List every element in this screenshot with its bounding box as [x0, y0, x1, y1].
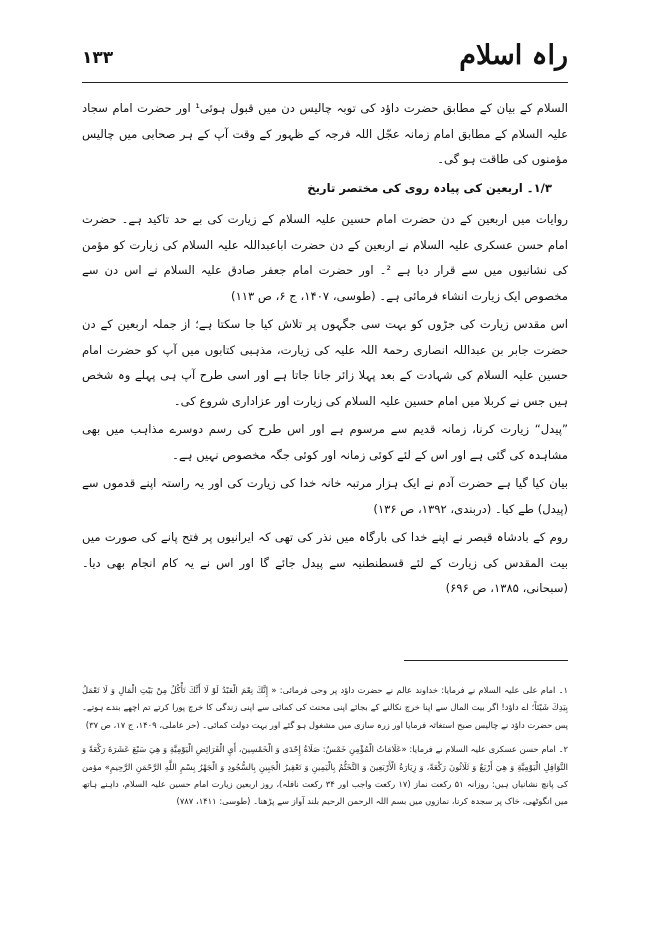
footnote-1: ۱۔ امام علی علیہ السلام نے فرمایا: خداوند عالم نے حضرت داؤد پر وحی فرمائی: « إِنَّكَ نِعْمَ الْعَبْدُ لَوْ لَا أَنَّكَ تَأْكُلُ مِنْ بَيْتِ الْمَالِ وَ لَا تَعْمَلُ بِيَدِكَ شَيْئاً؛ اے داؤد! اگر بیت المال سے اپنا خرچ نکالنے کے بجائے اپنی محنت کی کمائی سے اپنی زندگی کا خرچ پورا کرتے تم اچھے بندے ہوتے۔ پس حضرت داؤد نے چالیس صبح استغاثہ فرمایا اور زرہ سازی میں مشغول ہو گئے اور بہت دولت کمائی۔ (حر عاملی، ۱۴۰۹، ج ۱۷، ص ۳۷) [82, 685, 568, 730]
footnote-2: ۲۔ امام حسن عسکری علیہ السلام نے فرمایا: «عَلَامَاتُ الْمُؤْمِنِ خَمْسٌ: صَلَاةُ إِحْدَى وَ الْخَمْسِينَ، أَيِ الْفَرَائِضِ الْيَوْمِيَّةِ وَ هِيَ سَبْعَ عَشَرَةَ رَكْعَةً وَ النَّوَافِلِ الْيَوْمِيَّةِ وَ هِيَ أَرْبَعٌ وَ ثَلَاثُونَ رَكْعَةً، وَ زِيَارَةُ الْأَرْبَعِينَ وَ التَّخَتُّمُ بِالْيَمِينِ وَ تَعْفِيرُ الْجَبِينِ بِالسُّجُودِ وَ الْجَهْرُ بِسْمِ اللَّهِ الرَّحْمَنِ الرَّحِيمِ» مؤمن کی پانچ نشانیاں ہیں: روزانہ ۵۱ رکعت نماز (۱۷ رکعت واجب اور ۳۴ رکعت نافلہ)، روز اربعین زیارت امام حسین علیہ السلام، داہنے ہاتھ میں انگوٹھی، خاک پر سجدہ کرنا، نمازوں میں بسم اللہ الرحمن الرحیم بلند آواز سے پڑھنا۔ (طوسی: ۱۴۱۱، ۷۸۷) [82, 744, 568, 807]
page-number: ۱۳۳ [82, 48, 114, 68]
paragraph-4: ”پیدل“ زیارت کرنا، زمانہ قدیم سے مرسوم ہے اور اس طرح کی رسم دوسرے مذاہب میں بھی مشاہدہ کی گئی ہے اور اس کے لئے کوئی زمانہ اور کوئی جگہ مخصوص نہیں ہے۔ [82, 422, 568, 462]
paragraph-6: روم کے بادشاہ قیصر نے اپنے خدا کی بارگاہ میں نذر کی تھی کہ ایرانیوں پر فتح پانے کی صورت میں بیت المقدس کی زیارت کے لئے قسطنطنیہ سے پیدل جائے گا اور اس نے یہ کام انجام بھی دیا۔ (سبحانی، ۱۳۸۵، ص ۶۹۶) [82, 530, 568, 595]
main-text [82, 96, 568, 605]
paragraph-1: السلام کے بیان کے مطابق حضرت داؤد کی توبہ چالیس دن میں قبول ہوئی¹ اور حضرت امام سجاد علیہ السلام کے مطابق امام زمانہ عجّل اللہ فرجہ کے ظہور کے وقت آپ کے ہر صحابی میں چالیس مؤمنوں کی طاقت ہو گی۔ [82, 101, 568, 166]
paragraph-5: بیان کیا گیا ہے حضرت آدم نے ایک ہزار مرتبہ خانہ خدا کی زیارت کی اور یہ راستہ اپنے قدموں سے (پیدل) طے کیا۔ (دربندی، ۱۳۹۲، ص ۱۳۶) [82, 476, 568, 516]
section-heading: ۱/۳۔ اربعین کی پیادہ روی کی مختصر تاریخ [307, 180, 552, 195]
page-header [82, 38, 568, 83]
journal-title: راہ اسلام [459, 40, 568, 71]
footnote-separator [404, 660, 568, 661]
paragraph-3: اس مقدس زیارت کی جڑوں کو بہت سی جگہوں پر تلاش کیا جا سکتا ہے؛ از جملہ اربعین کے دن حضرت جابر بن عبداللہ انصاری رحمۃ اللہ علیہ کی زیارت، مذہبی کتابوں میں آپ کو حضرت امام حسین علیہ السلام کی شہادت کے بعد پہلا زائر جانا جاتا ہے اور اسی طرح آپ ہی پہلے وہ شخص ہیں جس نے کربلا میں امام حسین علیہ السلام کی زیارت اور عزاداری شروع کی۔ [82, 317, 568, 408]
paragraph-2: روایات میں اربعین کے دن حضرت امام حسین علیہ السلام کے زیارت کی بے حد تاکید ہے۔ حضرت امام حسن عسکری علیہ السلام نے اربعین کے دن حضرت اباعبداللہ علیہ السلام کی زیارت کو مؤمن کی نشانیوں میں سے قرار دیا ہے ²۔ اور حضرت امام جعفر صادق علیہ السلام نے اس دن سے مخصوص ایک زیارت انشاء فرمائی ہے۔ (طوسی، ۱۴۰۷، ج ۶، ص ۱۱۳) [82, 212, 568, 303]
footnotes [82, 682, 568, 818]
